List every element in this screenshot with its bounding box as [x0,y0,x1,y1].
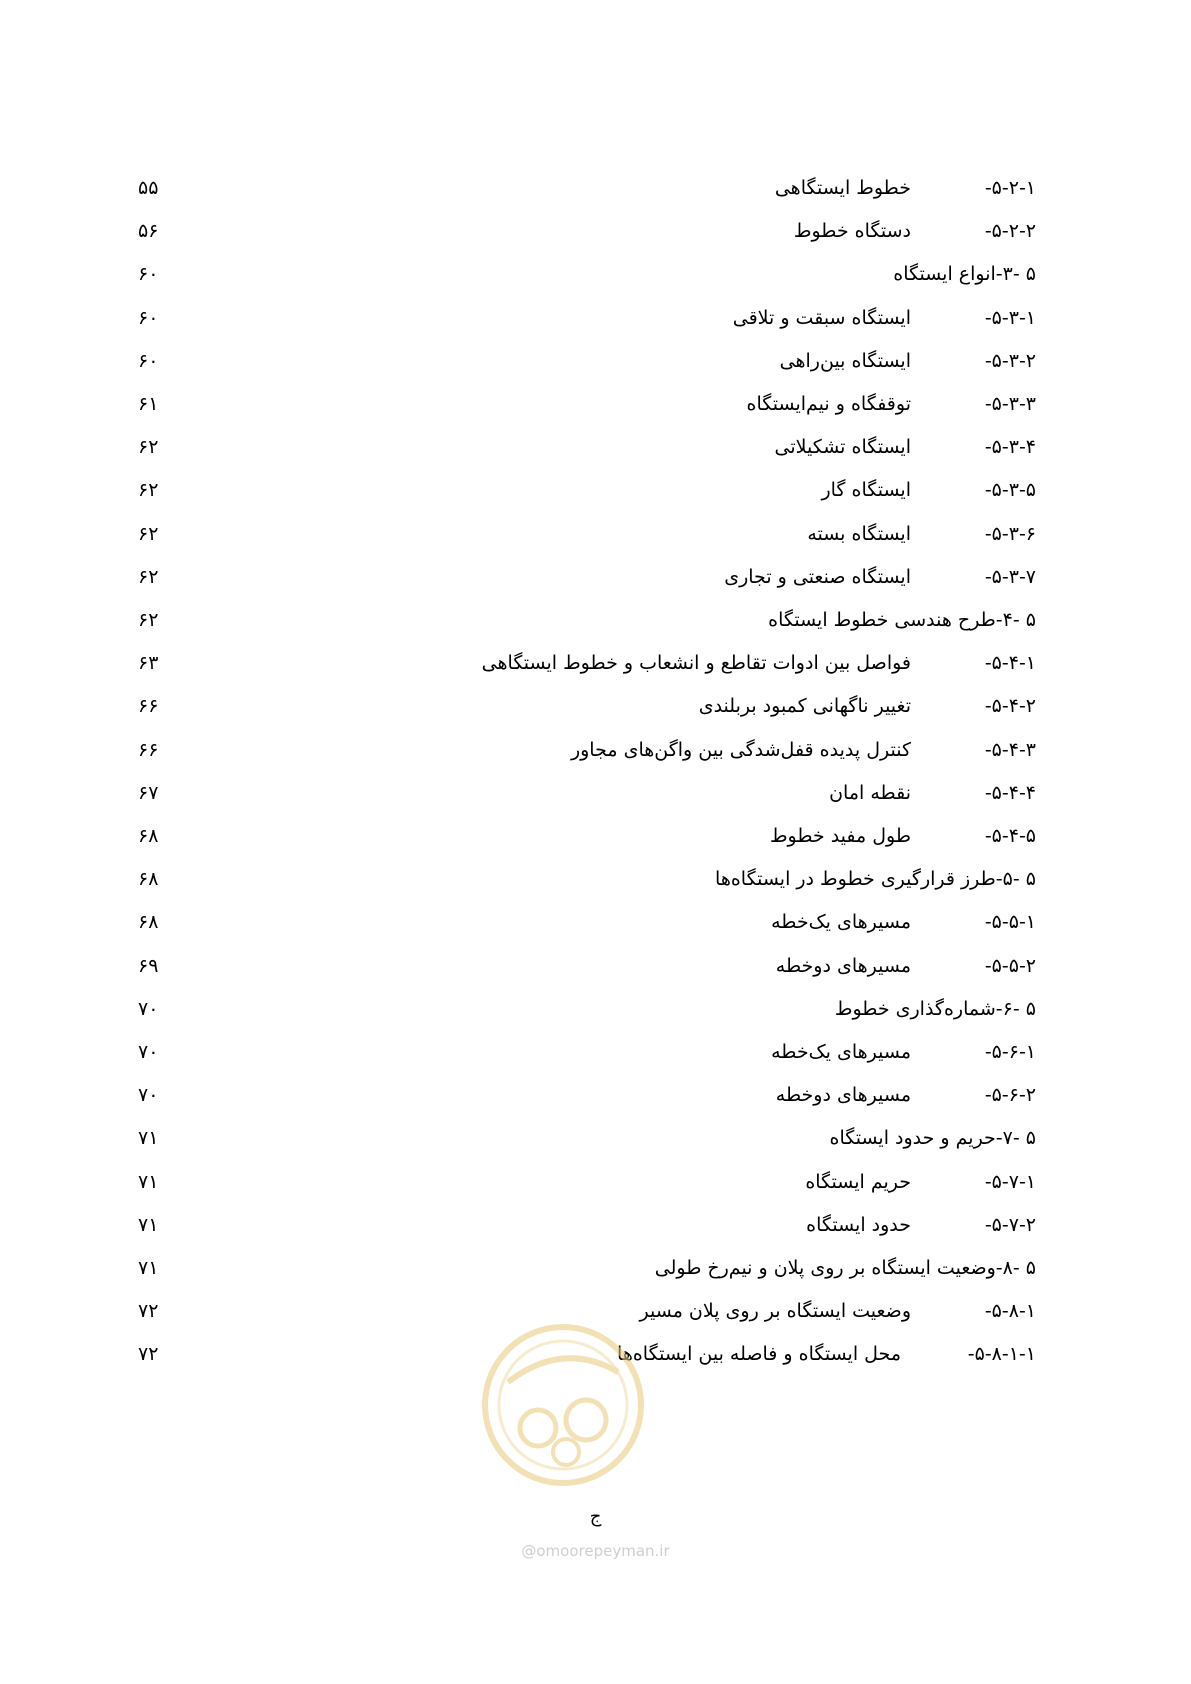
toc-page-number: ۶۸ [138,868,159,891]
toc-entry-title: ۵ -۳-انواع ایستگاه [893,263,1036,286]
toc-entry-title: ایستگاه گار [821,479,911,502]
toc-entry-title: تغییر ناگهانی کمبود بربلندی [698,695,911,718]
toc-entry-title: طول مفید خطوط [769,825,911,847]
toc-subsection-row[interactable] [0,735,1191,765]
toc-subsection-row[interactable] [0,389,1191,419]
toc-subsection-row[interactable] [0,346,1191,376]
toc-entry-title: ایستگاه بسته [807,522,911,545]
toc-subsection-row[interactable] [0,432,1191,462]
toc-subsection-row[interactable] [0,562,1191,592]
toc-entry-number: ۵-۸-۱- [984,1300,1036,1323]
toc-page-number: ۶۳ [138,652,159,675]
toc-entry-number: ۵-۸-۱-۱- [967,1343,1036,1366]
toc-entry-title: مسیرهای یک‌خطه [771,1041,911,1063]
toc-subsection-row[interactable] [0,519,1191,549]
watermark-site: @omoorepeyman.ir [521,1542,670,1560]
toc-page-number: ۵۶ [138,220,159,243]
toc-entry-title: حدود ایستگاه [806,1213,911,1236]
toc-page-number: ۷۱ [138,1170,159,1193]
toc-entry-number: ۵-۴-۲- [984,695,1036,718]
toc-page-number: ۶۶ [138,738,159,761]
toc-entry-number: ۵-۷-۲- [984,1213,1036,1236]
toc-entry-title: نقطه امان [829,781,911,804]
toc-entry-title: مسیرهای دوخطه [775,954,911,977]
toc-section-row[interactable] [0,864,1191,894]
toc-section-row[interactable] [0,994,1191,1024]
toc-entry-number: ۵-۵-۲- [984,954,1036,977]
toc-page-number: ۷۰ [138,997,159,1020]
toc-entry-title: محل ایستگاه و فاصله بین ایستگاه‌ها [617,1343,901,1366]
toc-page-number: ۶۰ [138,263,159,286]
toc-page-number: ۶۲ [138,436,159,459]
toc-page-number: ۶۲ [138,479,159,502]
toc-section-row[interactable] [0,1253,1191,1283]
toc-subsection-row[interactable] [0,821,1191,851]
toc-entry-number: ۵-۳-۲- [984,349,1036,372]
toc-entry-number: ۵-۲-۱- [984,177,1036,199]
toc-entry-number: ۵-۳-۱- [984,306,1036,329]
toc-subsection-row[interactable] [0,648,1191,678]
toc-section-row[interactable] [0,605,1191,635]
toc-page-number: ۶۲ [138,522,159,545]
toc-subsection-row[interactable] [0,951,1191,981]
toc-page-number: ۶۹ [138,954,159,977]
toc-entry-title: خطوط ایستگاهی [774,177,911,199]
toc-entry-number: ۵-۳-۷- [984,565,1036,588]
toc-page-number: ۶۰ [138,306,159,329]
toc-entry-title: ۵ -۷-حریم و حدود ایستگاه [829,1127,1036,1150]
toc-entry-title: وضعیت ایستگاه بر روی پلان مسیر [639,1300,911,1323]
toc-page-number: ۶۲ [138,609,159,631]
toc-entry-title: مسیرهای یک‌خطه [771,911,911,934]
toc-subsection-row[interactable] [0,1167,1191,1197]
toc-entry-number: ۵-۵-۱- [984,911,1036,934]
toc-subsection-row[interactable] [0,303,1191,333]
toc-entry-title: ایستگاه سبقت و تلاقی [732,306,911,329]
toc-page-number: ۷۲ [138,1300,159,1323]
toc-page-number: ۶۸ [138,911,159,934]
toc-page-number: ۷۱ [138,1257,159,1279]
toc-page-number: ۶۰ [138,349,159,372]
toc-subsection-row[interactable] [0,1210,1191,1240]
toc-entry-number: ۵-۶-۱- [984,1041,1036,1063]
toc-page-number: ۷۲ [138,1343,159,1366]
toc-entry-title: ایستگاه صنعتی و تجاری [724,565,911,588]
toc-entry-number: ۵-۶-۲- [984,1084,1036,1107]
toc-entry-number: ۵-۳-۳- [984,393,1036,415]
toc-page-number: ۷۱ [138,1213,159,1236]
toc-entry-title: توقفگاه و نیم‌ایستگاه [746,393,911,415]
toc-page-number: ۵۵ [138,177,159,199]
toc-entry-number: ۵-۴-۱- [984,652,1036,675]
toc-entry-title: فواصل بین ادوات تقاطع و انشعاب و خطوط ایستگاهی [481,652,911,675]
toc-subsection-row[interactable] [0,907,1191,937]
toc-entry-number: ۵-۴-۴- [984,781,1036,804]
toc-subsection-row[interactable] [0,216,1191,246]
toc-entry-number: ۵-۳-۵- [984,479,1036,502]
toc-entry-title: ایستگاه تشکیلاتی [774,436,911,459]
toc-entry-title: ۵ -۵-طرز قرارگیری خطوط در ایستگاه‌ها [715,868,1036,891]
toc-subsection-row[interactable] [0,778,1191,808]
toc-subsection-row[interactable] [0,1080,1191,1110]
toc-subsection-row[interactable] [0,173,1191,203]
toc-subsection-row[interactable] [0,475,1191,505]
toc-entry-title: ایستگاه بین‌راهی [779,349,911,372]
toc-subsection-row[interactable] [0,691,1191,721]
toc-subsection-row[interactable] [0,1339,1191,1369]
toc-page-number: ۷۰ [138,1084,159,1107]
toc-entry-title: حریم ایستگاه [805,1170,911,1193]
toc-section-row[interactable] [0,259,1191,289]
toc-subsection-row[interactable] [0,1296,1191,1326]
toc-entry-number: ۵-۴-۳- [984,738,1036,761]
toc-entry-title: ۵ -۸-وضعیت ایستگاه بر روی پلان و نیم‌رخ طولی [654,1257,1036,1279]
toc-page-number: ۶۱ [138,393,159,415]
toc-entry-number: ۵-۳-۴- [984,436,1036,459]
toc-page-number: ۶۷ [138,781,159,804]
toc-page-number: ۶۸ [138,825,159,847]
toc-page-number: ۶۶ [138,695,159,718]
toc-section-row[interactable] [0,1123,1191,1153]
toc-entry-title: ۵ -۴-طرح هندسی خطوط ایستگاه [768,609,1036,631]
toc-entry-title: دستگاه خطوط [793,220,911,243]
toc-entry-number: ۵-۲-۲- [984,220,1036,243]
toc-entry-number: ۵-۴-۵- [984,825,1036,847]
toc-page-number: ۶۲ [138,565,159,588]
toc-entry-title: مسیرهای دوخطه [775,1084,911,1107]
toc-entry-number: ۵-۷-۱- [984,1170,1036,1193]
toc-entry-number: ۵-۳-۶- [984,522,1036,545]
page-number-letter: ج [589,1506,602,1527]
toc-page-number: ۷۰ [138,1041,159,1063]
toc-subsection-row[interactable] [0,1037,1191,1067]
toc-page-number: ۷۱ [138,1127,159,1150]
toc-entry-title: ۵ -۶-شماره‌گذاری خطوط [834,997,1036,1020]
toc-entry-title: کنترل پدیده قفل‌شدگی بین واگن‌های مجاور [570,738,911,761]
